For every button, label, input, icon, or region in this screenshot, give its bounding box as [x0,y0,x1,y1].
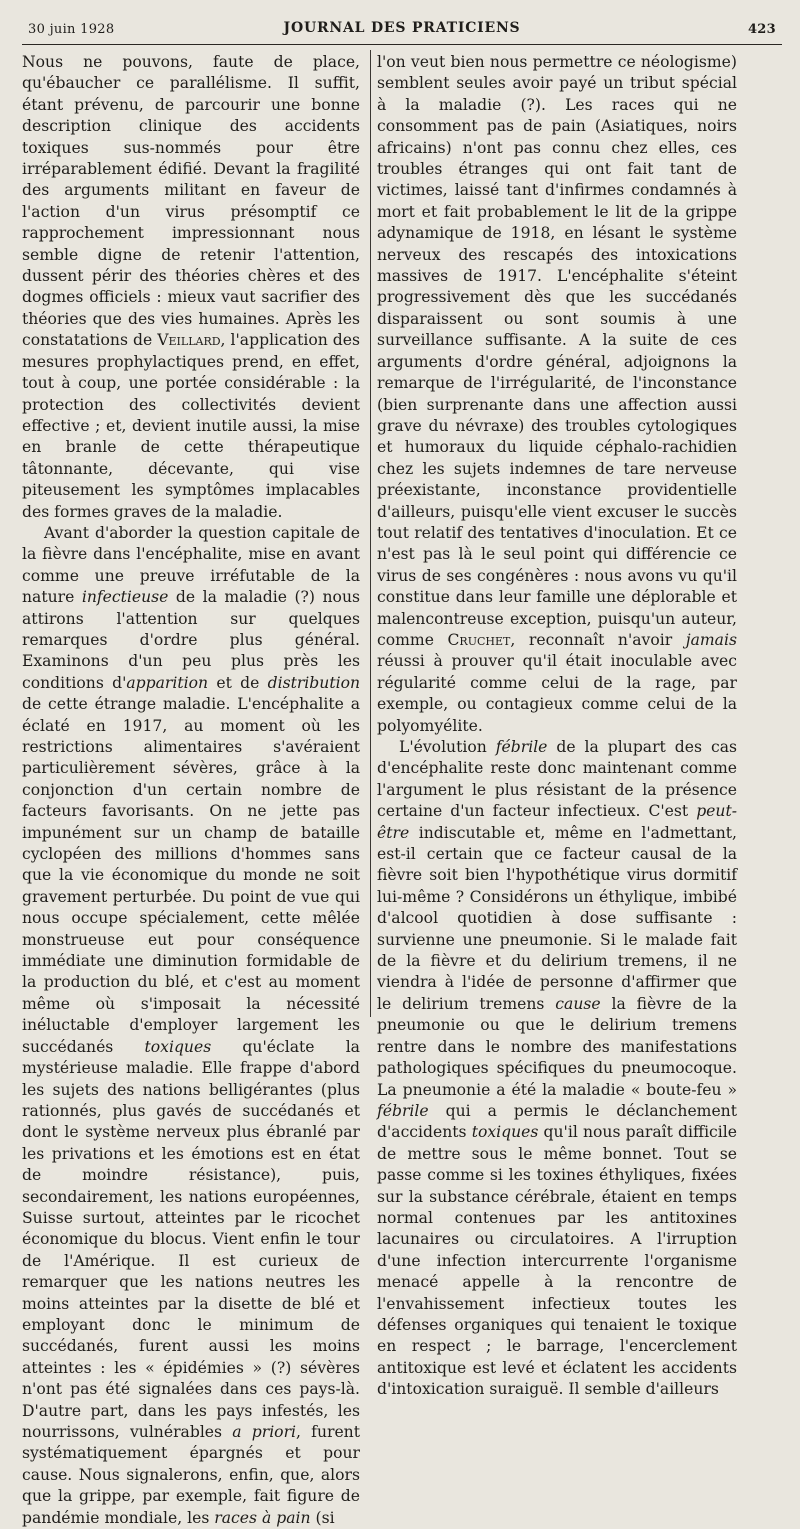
page-number: 423 [747,22,776,37]
italic-text: fébrile [495,738,548,756]
text-run: Nous ne pouvons, faute de place, qu'ébaucher ce parallélisme. Il suffit, étant prévenu, de parcourir une bonne description clinique des accidents toxiques sus-nommés pour être irréparablement édifié. Devant la fragilité des arguments militant en faveur de l'action d'un virus présomptif ce rapprochement impressionnant nous semble digne de retenir l'attention, dussent périr des théories chères et des dogmes officiels : mieux vaut sacrifier des théories que des vies humaines. Après les constatations de [22,53,360,350]
paragraph-p4 [377,737,737,1401]
page-header [28,20,776,42]
italic-text: fébrile [377,1101,429,1120]
header-rule [22,44,782,45]
italic-text: a priori [232,1423,297,1441]
text-run: réussi à prouver qu'il était inoculable avec régularité comme celui de la rage, par exemple, ou contagieux comme celui de la polyomyélite. [377,652,737,735]
text-run: , furent systématiquement épargnés et pour cause. Nous signalerons, enfin, que, alors que la grippe, par exemple, fait figure de pandémie mondiale, les [22,1423,360,1527]
text-run: indiscutable et, même en l'admettant, est-il certain que ce facteur causal de la fièvre soit bien l'hypothétique virus dormitif lui-même ? Considérons un éthylique, imbibé d'alcool quotidien à dose suffisante : survienne une pneumonie. Si le malade fait de la fièvre et du delirium tremens, il ne viendra à l'idée de personne d'affirmer que le delirium tremens [377,823,737,1013]
text-run: qui a permis le déclanchement d'accidents [377,1101,737,1142]
text-run: , l'application des mesures prophylactiques prend, en effet, tout à coup, une portée considérable : la protection des collectivités devient effective ; et, devient inutile aussi, la mise en branle de cette thérapeutique tâtonnante, décevante, qui vise piteusement les symptômes implacables des formes graves de la maladie. [22,331,360,521]
italic-text: toxiques [471,1123,539,1142]
italic-text: jamais [685,630,737,649]
paragraph-p1 [22,52,360,523]
italic-text: toxiques [144,1037,212,1056]
italic-text: cause [555,994,601,1013]
author-name: Cruchet [447,630,511,649]
header-date: 30 juin 1928 [28,22,115,37]
italic-text: peut-être [377,802,737,842]
text-run: et de [208,673,268,692]
text-run: qu'il nous paraît difficile de mettre sous le même bonnet. Tout se passe comme si les toxines éthyliques, fixées sur la substance cérébrale, étaient en temps normal contenues par les antitoxines lacunaires ou circulatoires. A l'irruption d'une infection intercurrente l'organisme menacé appelle à la rencontre de l'envahissement infectieux toutes les défenses organiques qui tenaient le toxique en respect ; le barrage, l'encerclement antitoxique est levé et éclatent les accidents d'intoxication suraiguë. Il semble d'ailleurs [377,1123,737,1399]
italic-text: apparition [126,673,209,692]
italic-text: races à pain [214,1508,311,1527]
text-run: de la maladie (?) nous attirons l'attention sur quelques remarques d'ordre plus général. Examinons d'un peu plus près les conditions d' [22,588,360,692]
italic-text: infectieuse [81,588,169,607]
column-divider [370,50,371,1017]
author-name: Veillard [157,331,221,350]
left-column [22,52,360,1529]
text-run: L'évolution [399,738,496,756]
text-run: l'on veut bien nous permettre ce néologisme) semblent seules avoir payé un tribut spécial à la maladie (?). Les races qui ne consomment pas de pain (Asiatiques, noirs africains) n'ont pas connu chez elles, ces troubles étranges qui ont fait tant de victimes, laissé tant d'infirmes condamnés à mort et fait probablement le lit de la grippe adynamique de 1918, en lésant le système nerveux des rescapés des intoxications massives de 1917. L'encéphalite s'éteint progressivement dès que les succédanés disparaissent ou sont soumis à une surveillance suffisante. A la suite de ces arguments d'ordre général, adjoignons la remarque de l'irrégularité, de l'inconstance (bien surprenante dans une affection aussi grave du névraxe) des troubles cytologiques et humoraux du liquide céphalo-rachidien chez les sujets indemnes de tare nerveuse préexistante, inconstance providentielle d'ailleurs, puisqu'elle vient excuser le succès tout relatif des tentatives d'inoculation. Et ce n'est pas là le seul point qui différencie ce virus de ses congénères : nous avons vu qu'il constitue dans leur famille une déplorable et malencontreuse exception, puisqu'un auteur, comme [377,53,737,649]
text-run: Avant d'aborder la question capitale de la fièvre dans l'encéphalite, mise en avant comme une preuve irréfutable de la nature [22,523,360,607]
text-run: de cette étrange maladie. L'encéphalite a éclaté en 1917, au moment où les restrictions alimentaires s'avéraient particulièrement sévères, grâce à la conjonction d'un certain nombre de facteurs favorisants. On ne jette pas impunément sur un champ de bataille cyclopéen des millions d'hommes sans que la vie économique du monde ne soit gravement perturbée. Du point de vue qui nous occupe spécialement, cette mêlée monstrueuse eut pour conséquence immédiate une diminution formidable de la production du blé, et c'est au moment même où s'imposait la nécessité inéluctable d'employer largement les succédanés [22,695,360,1056]
paragraph-p3 [377,52,737,737]
journal-title: JOURNAL DES PRATICIENS [283,20,521,36]
text-run: qu'éclate la mystérieuse maladie. Elle frappe d'abord les sujets des nations belligérantes (plus rationnés, plus gavés de succédanés et dont le système nerveux plus ébranlé par les privations et les émotions est en état de moindre résistance), puis, secondairement, les nations européennes, Suisse surtout, atteintes par le ricochet économique du blocus. Vient enfin le tour de l'Amérique. Il est curieux de remarquer que les nations neutres les moins atteintes par la disette de blé et employant donc le minimum de succédanés, furent aussi les moins atteintes : les « épidémies » (?) sévères n'ont pas été signalées dans ces pays-là. D'autre part, dans les pays infestés, les nourrissons, vulnérables [22,1037,360,1441]
paragraph-p2 [22,523,360,1529]
text-run: de la plupart des cas d'encéphalite reste donc maintenant comme l'argument le plus résistant de la présence certaine d'un facteur infectieux. C'est [377,738,737,821]
text-run: (si [310,1508,335,1527]
right-column [377,52,737,1401]
text-run: la fièvre de la pneumonie ou que le delirium tremens rentre dans le nombre des manifestations pathologiques spécifiques du pneumocoque. La pneumonie a été la maladie « boute-feu » [377,994,737,1099]
text-run: , reconnaît n'avoir [510,630,686,649]
italic-text: distribution [267,673,360,692]
